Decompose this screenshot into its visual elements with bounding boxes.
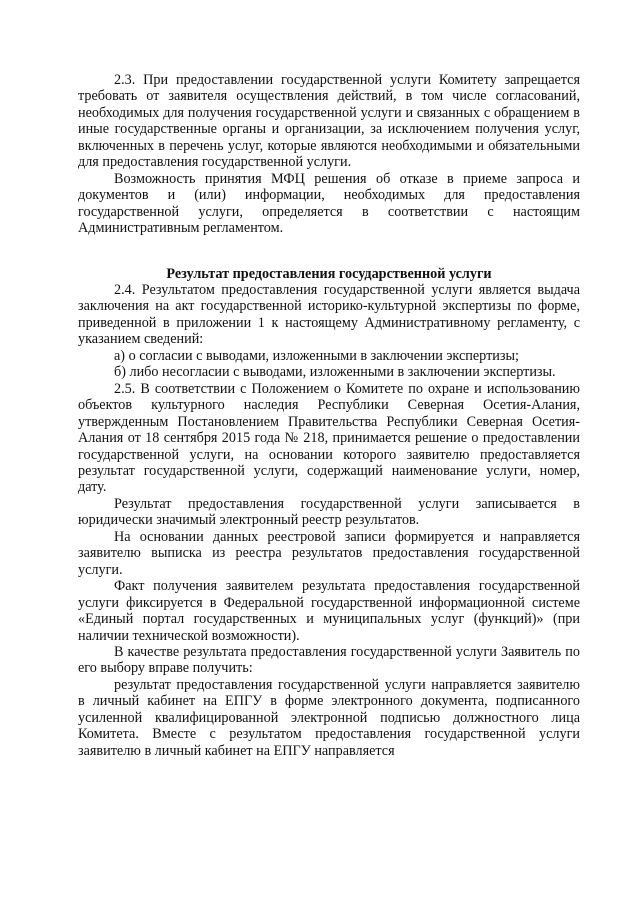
paragraph-result-epgu: результат предоставления государственной услуги направляется заявителю в личный кабинет на ЕПГУ в форме электронного документа, подписанного усиленной квалифицированной электронной подписью должностного лица Комитета. Вместе с результатом предоставления государственной услуги заявителю в личный кабинет на ЕПГУ направляется: [78, 676, 580, 759]
paragraph-extract: На основании данных реестровой записи формируется и направляется заявителю выписка из реестра результатов предоставления государственной услуги.: [78, 528, 580, 578]
section-heading: Результат предоставления государственной услуги: [166, 265, 492, 282]
paragraph-fact: Факт получения заявителем результата предоставления государственной услуги фиксируется в Федеральной государственной информационной системе «Единый портал государственных и муниципальных услуг (функций)» (при наличии технической возможности).: [78, 578, 580, 644]
paragraph-2-5: 2.5. В соответствии с Положением о Комитете по охране и использованию объектов культурного наследия Республики Северная Осетия-Алания, утвержденным Постановлением Правительства Республики Северная Осетия-Алания от 18 сентября 2015 года № 218, принимается решение о предоставлении государственной услуги, на основании которого заявителю предоставляется результат государственной услуги, содержащий наименование услуги, номер, дату.: [78, 380, 580, 496]
paragraph-mfc-refusal: Возможность принятия МФЦ решения об отказе в приеме запроса и документов и (или) информации, необходимых для предоставления государственной услуги, определяется в соответствии с настоящим Административным регламентом.: [78, 170, 580, 237]
list-item-a: а) о согласии с выводами, изложенными в заключении экспертизы;: [114, 347, 519, 364]
document-page: [78, 72, 580, 759]
paragraph-2-3: 2.3. При предоставлении государственной услуги Комитету запрещается требовать от заявителя осуществления действий, в том числе согласований, необходимых для получения государственной услуги и связанных с обращением в иные государственные органы и организации, за исключением получения услуг, включенных в перечень услуг, которые являются необходимыми и обязательными для предоставления государственной услуги.: [78, 72, 580, 171]
paragraph-registry: Результат предоставления государственной услуги записывается в юридически значимый электронный реестр результатов.: [78, 495, 580, 529]
paragraph-choice: В качестве результата предоставления государственной услуги Заявитель по его выбору вправе получить:: [78, 643, 580, 677]
paragraph-spacer: [78, 237, 580, 253]
paragraph-2-4: 2.4. Результатом предоставления государственной услуги является выдача заключения на акт государственной историко-культурной экспертизы по форме, приведенной в приложении 1 к настоящему Административному регламенту, с указанием сведений:: [78, 281, 580, 348]
list-item-b: б) либо несогласии с выводами, изложенными в заключении экспертизы.: [114, 364, 556, 381]
